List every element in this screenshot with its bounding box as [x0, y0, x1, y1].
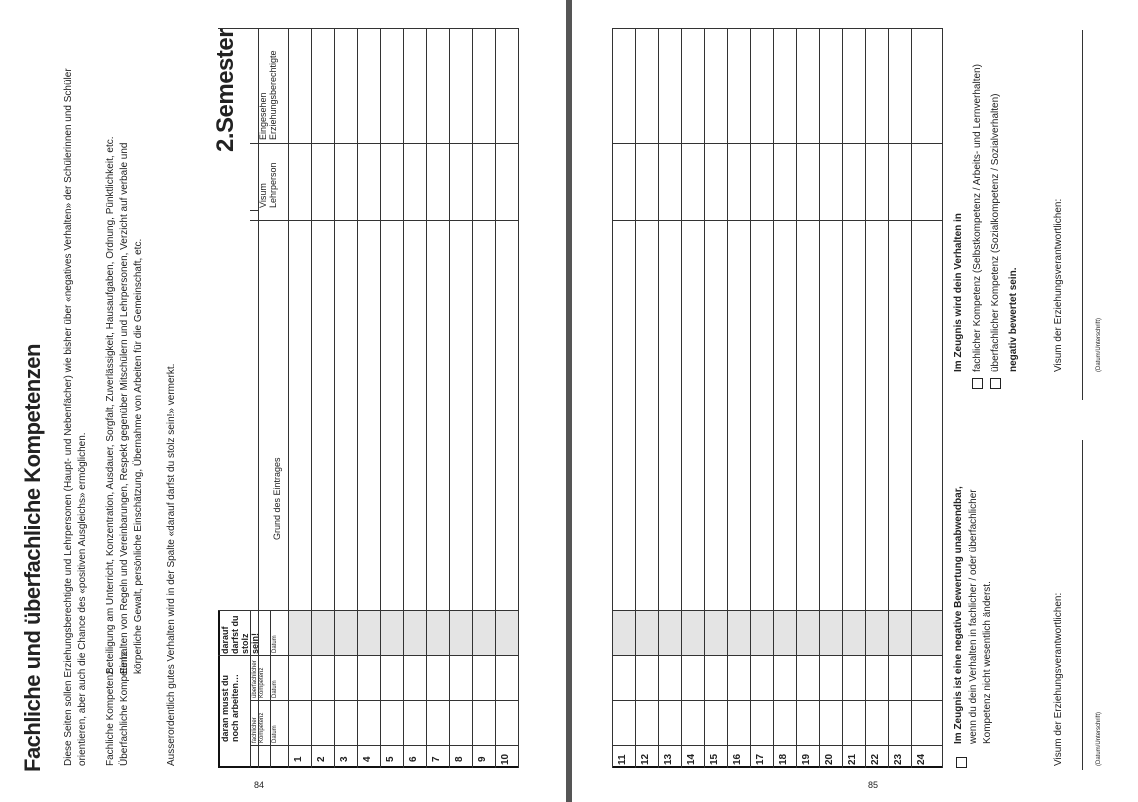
right-page	[572, 0, 1138, 802]
page-number-right: 85	[868, 780, 879, 790]
visum-label-2: Visum der Erziehungsverantwortlichen:	[1053, 198, 1064, 372]
row-number: 9	[477, 756, 488, 762]
visum-label-1: Visum der Erziehungsverantwortlichen:	[1053, 592, 1064, 766]
signature-line-2	[1082, 30, 1083, 400]
left-page	[0, 0, 566, 802]
row-number: 13	[663, 753, 674, 765]
header-eingesehen: Eingesehen Erziehungsberechtigte	[258, 50, 278, 140]
intro-line-1: Diese Seiten sollen Erziehungsberechtigte und Lehrpersonen (Haupt- und Nebenfächer) wie bisher über «negatives Verhalten» der Schülerinnen und Schüler	[63, 68, 74, 766]
uk-label: Überfachliche Kompetenz	[119, 651, 130, 766]
negativ-line-2: wenn du dein Verhalten in fachlicher / oder überfachlicher	[968, 489, 979, 744]
header-fachlicher: fachlicher Kompetenz	[252, 712, 265, 743]
negativ-checkbox[interactable]	[956, 757, 967, 768]
row-number: 21	[847, 753, 858, 765]
row-number: 5	[385, 756, 396, 762]
row-number: 19	[801, 753, 812, 765]
row-number: 15	[709, 753, 720, 765]
row-number: 11	[617, 754, 628, 765]
signature-caption-2: (Datum/Unterschrift)	[1096, 317, 1102, 372]
header-stolz: darauf darfst du stolz sein!	[220, 615, 260, 654]
fk-label: Fachliche Kompetenz	[105, 669, 116, 766]
negativ-title: Im Zeugnis ist eine negative Bewertung unabwendbar,	[953, 486, 964, 744]
negativ-bewertet: negativ bewertet sein.	[1008, 267, 1019, 372]
row-number: 10	[500, 753, 511, 765]
header-grund: Grund des Eintrages	[272, 457, 282, 540]
row-number: 4	[362, 756, 373, 762]
row-number: 18	[778, 753, 789, 765]
row-number: 2	[316, 756, 327, 762]
row-number: 14	[686, 753, 697, 765]
page-title: Fachliche und überfachliche Kompetenzen	[20, 344, 45, 772]
uk-text-2: körperliche Gewalt, persönliche Einschätzung, Übernahme von Arbeiten für die Gemeinschaft, etc.	[133, 238, 144, 674]
negativ-line-3: Kompetenz nicht wesentlich änderst.	[982, 581, 993, 744]
uk-text-1: Einhalten von Regeln und Vereinbarungen, Respekt gegenüber Mitschülern und Lehrpersonen, Verzicht auf verbale und	[119, 142, 130, 674]
row-number: 6	[408, 756, 419, 762]
row-number: 17	[755, 753, 766, 765]
row-number: 7	[431, 756, 442, 762]
option-ueberfachlich: überfachlicher Kompetenz (Sozialkompetenz / Sozialverhalten)	[990, 93, 1001, 372]
row-number: 20	[824, 753, 835, 765]
option-fachlich-checkbox[interactable]	[972, 378, 983, 389]
row-number: 1	[293, 756, 304, 762]
zeugnis-title: Im Zeugnis wird dein Verhalten in	[953, 213, 964, 372]
intro-line-2: orientieren, aber auch die Chance des «positiven Ausgleichs» ermöglichen.	[77, 432, 88, 766]
row-number: 24	[916, 753, 927, 765]
row-number: 16	[732, 753, 743, 765]
page-number-left: 84	[254, 780, 265, 790]
semester-label: 2.Semester	[212, 28, 239, 152]
option-ueberfachlich-checkbox[interactable]	[990, 378, 1001, 389]
row-number: 12	[640, 753, 651, 765]
signature-line-1	[1082, 440, 1083, 770]
header-visum: Visum Lehrperson	[258, 162, 278, 208]
row-number: 8	[454, 756, 465, 762]
header-datum-1: Datum	[272, 725, 278, 743]
signature-caption-1: (Datum/Unterschrift)	[1096, 711, 1102, 766]
option-fachlich: fachlicher Kompetenz (Selbstkompetenz / Arbeits- und Lernverhalten)	[972, 64, 983, 372]
row-number: 23	[893, 753, 904, 765]
header-ueberfachlicher: überfachlicher Kompetenz	[252, 660, 265, 698]
note: Ausserordentlich gutes Verhalten wird in der Spalte «darauf darfst du stolz sein!» vermerkt.	[166, 363, 177, 766]
header-arbeiten: daran musst du noch arbeiten…	[220, 673, 240, 742]
header-datum-2: Datum	[272, 680, 278, 698]
row-number: 3	[339, 756, 350, 762]
header-datum-3: Datum	[272, 635, 278, 653]
row-number: 22	[870, 753, 881, 765]
fk-text: Beteiligung am Unterricht, Konzentration, Ausdauer, Sorgfalt, Zuverlässigkeit, Hausaufgaben, Ordnung, Pünktlichkeit, etc.	[105, 136, 116, 674]
